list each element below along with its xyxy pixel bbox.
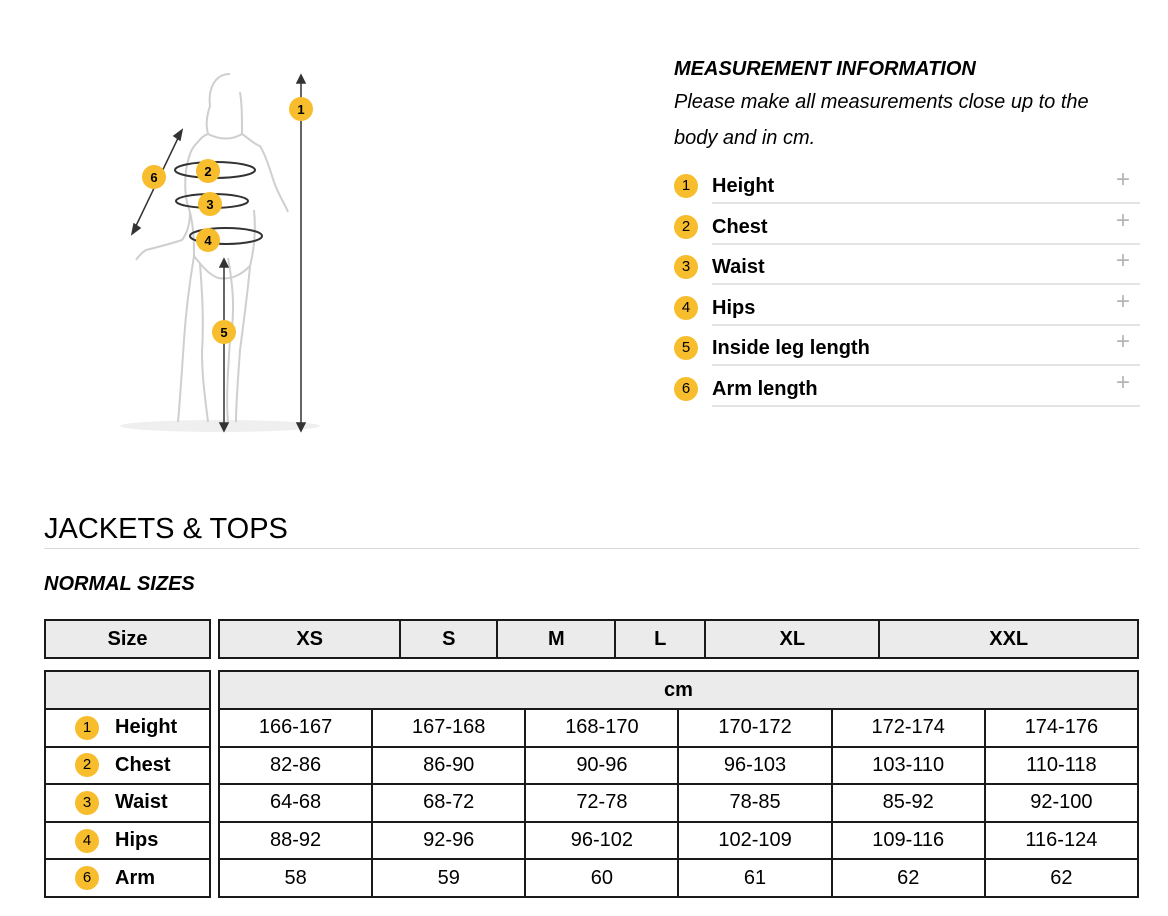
table-cell: 167-168 bbox=[372, 709, 525, 747]
size-values-table bbox=[218, 670, 1139, 898]
expand-plus-icon[interactable]: + bbox=[1115, 368, 1130, 396]
table-cell: 170-172 bbox=[678, 709, 831, 747]
table-cell: 78-85 bbox=[678, 784, 831, 822]
size-s-header: S bbox=[400, 620, 497, 658]
measurement-item-chest[interactable] bbox=[674, 206, 1140, 255]
table-row bbox=[45, 859, 210, 897]
expand-plus-icon[interactable]: + bbox=[1115, 328, 1130, 355]
badge-6 bbox=[142, 165, 166, 189]
table-cell: 92-96 bbox=[372, 822, 525, 860]
svg-text:2: 2 bbox=[204, 164, 212, 179]
measurement-label: Waist bbox=[712, 256, 765, 278]
measurement-label: Height bbox=[712, 175, 775, 197]
table-row bbox=[45, 784, 210, 822]
measurement-label: Arm length bbox=[712, 377, 818, 400]
number-badge: 6 bbox=[674, 377, 698, 401]
table-row bbox=[219, 859, 1138, 897]
size-l-header: L bbox=[615, 620, 705, 658]
table-row bbox=[219, 822, 1138, 860]
measurement-item-arm-length[interactable] bbox=[674, 368, 1140, 417]
table-cell: 59 bbox=[372, 859, 525, 897]
table-cell: 96-103 bbox=[678, 747, 831, 785]
size-header-table bbox=[44, 619, 211, 659]
table-cell: 64-68 bbox=[219, 784, 372, 822]
svg-text:3: 3 bbox=[206, 197, 214, 212]
number-badge: 1 bbox=[674, 174, 698, 198]
row-label: Waist bbox=[115, 791, 168, 814]
measurement-item-waist[interactable] bbox=[674, 247, 1140, 295]
expand-plus-icon[interactable]: + bbox=[1115, 206, 1130, 234]
table-cell: 85-92 bbox=[832, 784, 985, 822]
size-xl-header: XL bbox=[705, 620, 879, 658]
table-cell: 60 bbox=[525, 859, 678, 897]
number-badge: 2 bbox=[674, 215, 698, 239]
measurement-item-height[interactable] bbox=[674, 166, 1140, 214]
size-m-header: M bbox=[497, 620, 615, 658]
badge-2 bbox=[196, 159, 220, 183]
table-cell: 110-118 bbox=[985, 747, 1138, 785]
info-title: MEASUREMENT INFORMATION bbox=[674, 58, 976, 80]
info-description: Please make all measurements close up to the body and in cm. bbox=[674, 91, 1089, 149]
number-badge: 4 bbox=[75, 829, 99, 853]
table-cell: 109-116 bbox=[832, 822, 985, 860]
size-xs-header: XS bbox=[219, 620, 400, 658]
number-badge: 3 bbox=[75, 791, 99, 815]
section-title: JACKETS & TOPS bbox=[44, 512, 1139, 549]
expand-plus-icon[interactable]: + bbox=[1115, 247, 1130, 274]
number-badge: 6 bbox=[75, 866, 99, 890]
number-badge: 2 bbox=[75, 753, 99, 777]
unit-header-cell: cm bbox=[219, 671, 1138, 709]
table-cell: 62 bbox=[985, 859, 1138, 897]
number-badge: 3 bbox=[674, 255, 698, 279]
table-row bbox=[45, 822, 210, 860]
table-cell: 102-109 bbox=[678, 822, 831, 860]
table-cell: 88-92 bbox=[219, 822, 372, 860]
measurement-item-hips[interactable] bbox=[674, 287, 1140, 336]
table-cell: 72-78 bbox=[525, 784, 678, 822]
table-row bbox=[219, 709, 1138, 747]
measurement-list bbox=[674, 166, 1140, 416]
table-cell: 61 bbox=[678, 859, 831, 897]
body-silhouette-icon bbox=[90, 60, 350, 450]
table-cell: 90-96 bbox=[525, 747, 678, 785]
row-label: Hips bbox=[115, 829, 159, 852]
table-cell: 96-102 bbox=[525, 822, 678, 860]
measurement-label-column bbox=[44, 670, 211, 898]
badge-5 bbox=[212, 320, 236, 344]
table-row bbox=[219, 747, 1138, 785]
measurement-item-inside-leg[interactable] bbox=[674, 328, 1140, 376]
number-badge: 1 bbox=[75, 716, 99, 740]
measurement-info bbox=[674, 56, 1140, 416]
table-row bbox=[219, 784, 1138, 822]
table-cell: 58 bbox=[219, 859, 372, 897]
blank-header-cell bbox=[45, 671, 210, 709]
table-cell: 168-170 bbox=[525, 709, 678, 747]
table-cell: 62 bbox=[832, 859, 985, 897]
svg-text:6: 6 bbox=[150, 170, 158, 185]
table-cell: 166-167 bbox=[219, 709, 372, 747]
section-subtitle: NORMAL SIZES bbox=[44, 573, 195, 595]
row-label: Height bbox=[115, 716, 178, 739]
table-cell: 103-110 bbox=[832, 747, 985, 785]
expand-plus-icon[interactable]: + bbox=[1115, 287, 1130, 315]
body-measurement-figure bbox=[90, 60, 350, 450]
row-label: Arm bbox=[115, 866, 156, 889]
number-badge: 4 bbox=[674, 296, 698, 320]
size-header-cell: Size bbox=[45, 620, 210, 658]
table-cell: 172-174 bbox=[832, 709, 985, 747]
table-cell: 92-100 bbox=[985, 784, 1138, 822]
table-cell: 116-124 bbox=[985, 822, 1138, 860]
measurement-label: Inside leg length bbox=[712, 337, 870, 359]
svg-text:1: 1 bbox=[297, 102, 305, 117]
table-row bbox=[45, 709, 210, 747]
table-cell: 68-72 bbox=[372, 784, 525, 822]
table-cell: 174-176 bbox=[985, 709, 1138, 747]
expand-plus-icon[interactable]: + bbox=[1115, 166, 1130, 193]
row-label: Chest bbox=[115, 753, 171, 776]
svg-text:4: 4 bbox=[204, 233, 212, 248]
number-badge: 5 bbox=[674, 336, 698, 360]
table-cell: 86-90 bbox=[372, 747, 525, 785]
table-cell: 82-86 bbox=[219, 747, 372, 785]
svg-text:5: 5 bbox=[220, 325, 228, 340]
measurement-label: Chest bbox=[712, 215, 768, 238]
sizes-header-table bbox=[218, 619, 1139, 659]
badge-3 bbox=[198, 192, 222, 216]
size-xxl-header: XXL bbox=[879, 620, 1138, 658]
measurement-label: Hips bbox=[712, 296, 756, 319]
badge-1 bbox=[289, 97, 313, 121]
badge-4 bbox=[196, 228, 220, 252]
table-row bbox=[45, 747, 210, 785]
